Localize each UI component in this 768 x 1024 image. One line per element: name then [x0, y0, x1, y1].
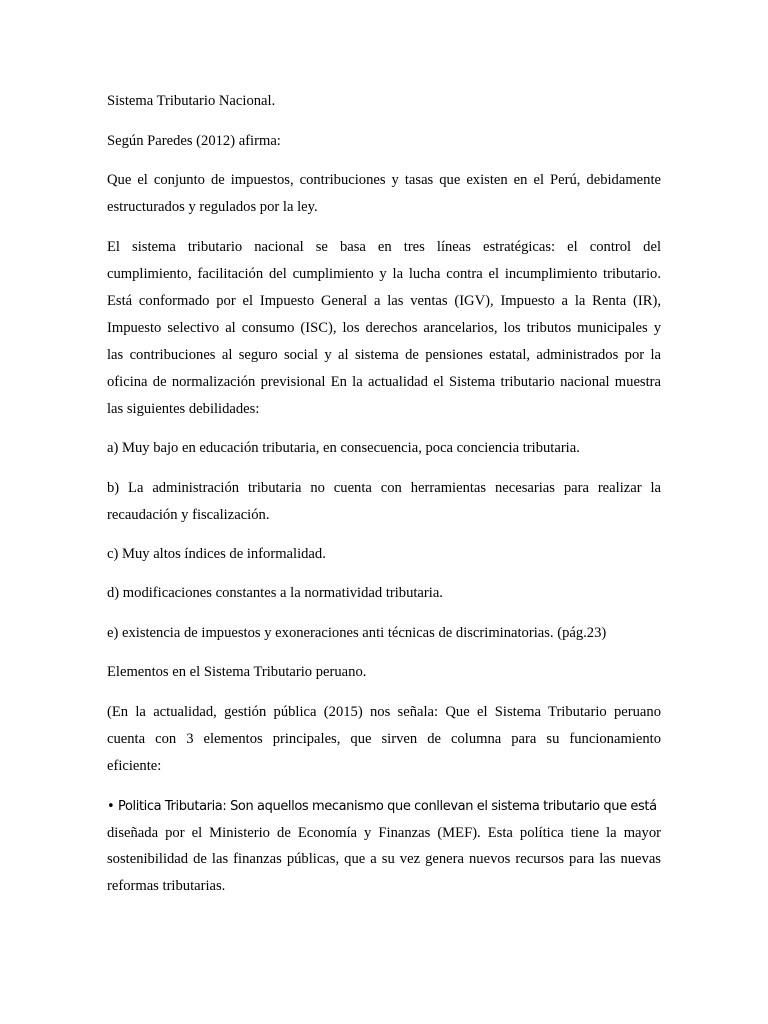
- paragraph-line: las contribuciones al seguro social y al sistema de pensiones estatal, administrados por la: [107, 347, 661, 363]
- paragraph-line: El sistema tributario nacional se basa en tres líneas estratégicas: el control del: [107, 239, 661, 255]
- paragraph-line: Impuesto selectivo al consumo (ISC), los derechos arancelarios, los tributos municipales y: [107, 320, 661, 336]
- section-heading: Elementos en el Sistema Tributario peruano.: [107, 664, 367, 680]
- bullet-item-continued: sostenibilidad de las finanzas públicas, que a su vez genera nuevos recursos para las nuevas: [107, 851, 661, 867]
- list-item-b-continued: recaudación y fiscalización.: [107, 507, 270, 523]
- citation-line: Según Paredes (2012) afirma:: [107, 133, 281, 149]
- list-item-a: a) Muy bajo en educación tributaria, en consecuencia, poca conciencia tributaria.: [107, 440, 580, 456]
- bullet-item: • Politica Tributaria: Son aquellos mecanismo que conllevan el sistema tributario que está: [107, 799, 657, 814]
- paragraph-line: cuenta con 3 elementos principales, que sirven de columna para su funcionamiento: [107, 731, 661, 747]
- paragraph-line: estructurados y regulados por la ley.: [107, 199, 318, 215]
- paragraph-line: (En la actualidad, gestión pública (2015) nos señala: Que el Sistema Tributario peruano: [107, 704, 661, 720]
- list-item-c: c) Muy altos índices de informalidad.: [107, 546, 326, 562]
- bullet-item-continued: diseñada por el Ministerio de Economía y Finanzas (MEF). Esta política tiene la mayor: [107, 825, 661, 841]
- list-item-e: e) existencia de impuestos y exoneraciones anti técnicas de discriminatorias. (pág.23): [107, 625, 607, 641]
- paragraph-line: eficiente:: [107, 758, 162, 774]
- paragraph-line: cumplimiento, facilitación del cumplimiento y la lucha contra el incumplimiento tributario.: [107, 266, 661, 282]
- bullet-item-continued: reformas tributarias.: [107, 878, 226, 894]
- paragraph-line: oficina de normalización previsional En la actualidad el Sistema tributario nacional muestra: [107, 374, 661, 390]
- paragraph-line: las siguientes debilidades:: [107, 401, 260, 417]
- list-item-b: b) La administración tributaria no cuenta con herramientas necesarias para realizar la: [107, 480, 661, 496]
- paragraph-line: Está conformado por el Impuesto General a las ventas (IGV), Impuesto a la Renta (IR),: [107, 293, 661, 309]
- paragraph-line: Que el conjunto de impuestos, contribuciones y tasas que existen en el Perú, debidamente: [107, 172, 661, 188]
- section-heading: Sistema Tributario Nacional.: [107, 93, 276, 109]
- list-item-d: d) modificaciones constantes a la normatividad tributaria.: [107, 585, 443, 601]
